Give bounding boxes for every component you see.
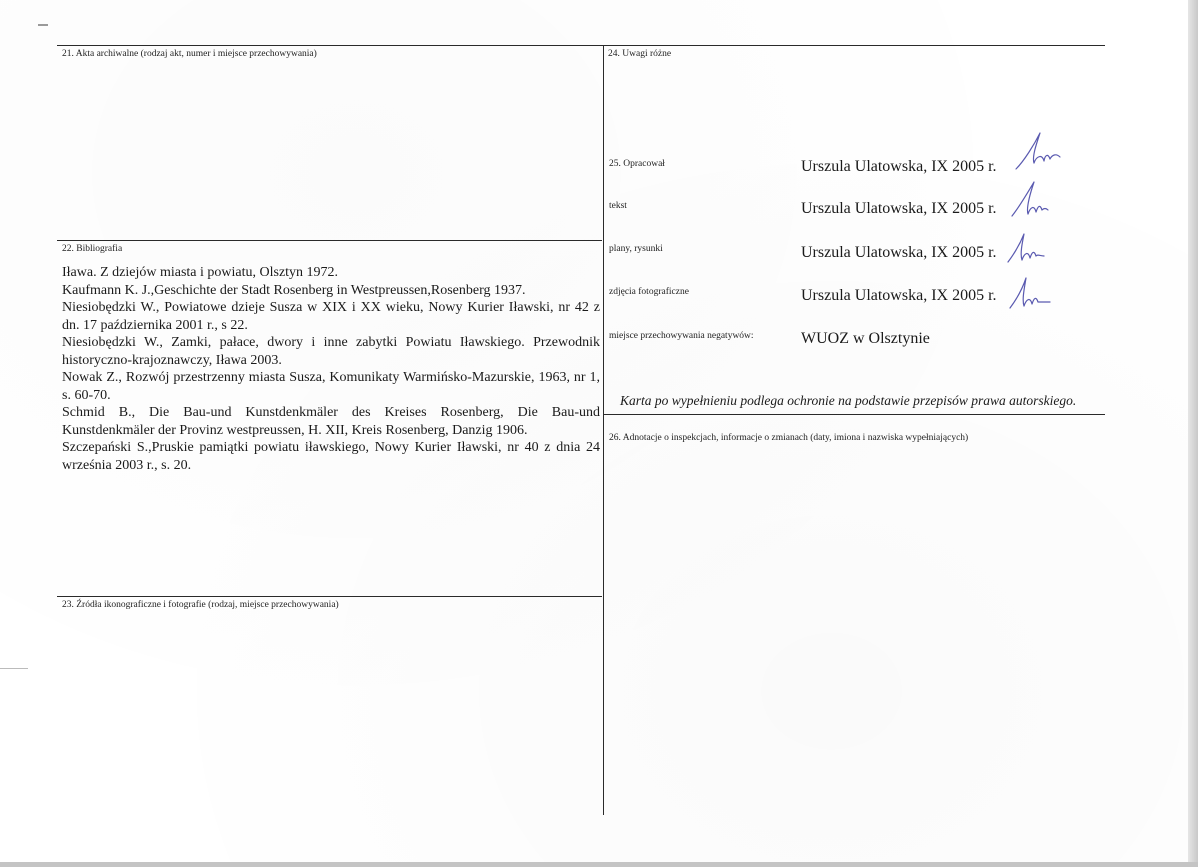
bibliography-entry: Szczepański S.,Pruskie pamiątki powiatu iławskiego, Nowy Kurier Iławski, nr 40 z dnia 24 września 2003 r., s. 20. (62, 440, 600, 473)
copyright-note: Karta po wypełnieniu podlega ochronie na podstawie przepisów prawa autorskiego. (620, 393, 1077, 408)
photographs-value: Urszula Ulatowska, IX 2005 r. (801, 287, 997, 304)
photographs-label: zdjęcia fotograficzne (609, 287, 689, 297)
text-author-label: tekst (609, 201, 627, 211)
bibliography-entry: Kaufmann K. J.,Geschichte der Stadt Rosenberg in Westpreussen,Rosenberg 1937. (62, 282, 526, 298)
scan-artifact-top-left (38, 24, 48, 26)
bibliography-label: 22. Bibliografia (62, 244, 123, 254)
signature-initials (1004, 226, 1052, 266)
bibliography-list (62, 264, 600, 474)
signature-initials (1014, 131, 1062, 171)
plans-drawings-label: plany, rysunki (609, 244, 663, 254)
signature-initials (1006, 272, 1054, 312)
bibliography-entry: Iława. Z dziejów miasta i powiatu, Olsztyn 1972. (62, 265, 339, 280)
sources-rule (57, 596, 602, 597)
scan-artifact-left (0, 668, 28, 669)
bibliography-entry: Nowak Z., Rozwój przestrzenny miasta Susza, Komunikaty Warmińsko-Mazurskie, 1963, nr 1, s. 60-70. (62, 370, 600, 403)
bibliography-entry: Schmid B., Die Bau-und Kunstdenkmäler des Kreises Rosenberg, Die Bau-und Kunstdenkmäler der Provinz westpreussen, H. XII, Kreis Rosenberg, Danzig 1906. (62, 405, 600, 438)
inspection-annotations-label: 26. Adnotacje o inspekcjach, informacje o zmianach (daty, imiona i nazwiska wypełniających) (609, 433, 969, 443)
text-author-value: Urszula Ulatowska, IX 2005 r. (801, 200, 997, 217)
archival-records-label: 21. Akta archiwalne (rodzaj akt, numer i miejsce przechowywania) (62, 49, 317, 59)
top-rule (57, 45, 1105, 46)
iconographic-sources-label: 23. Źródła ikonograficzne i fotografie (rodzaj, miejsce przechowywania) (62, 600, 339, 610)
negatives-storage-label: miejsce przechowywania negatywów: (609, 331, 754, 341)
bibliography-entry: Niesiobędzki W., Powiatowe dzieje Susza w XIX i XX wieku, Nowy Kurier Iławski, nr 42 z dn. 17 października 2001 r., s 22. (62, 300, 600, 333)
center-divider (603, 45, 604, 815)
prepared-by-value: Urszula Ulatowska, IX 2005 r. (801, 158, 997, 175)
bibliography-entry: Niesiobędzki W., Zamki, pałace, dwory i inne zabytki Powiatu Iławskiego. Przewodnik historyczno-krajoznawczy, Iława 2003. (62, 335, 600, 368)
scanner-edge-bottom (0, 862, 1198, 867)
annotations-rule (603, 414, 1105, 415)
various-remarks-label: 24. Uwagi różne (608, 49, 672, 59)
prepared-by-label: 25. Opracował (609, 159, 665, 169)
signature-initials (1008, 180, 1056, 220)
bibliography-rule (57, 240, 602, 241)
scanner-edge-right (1188, 0, 1198, 867)
plans-drawings-value: Urszula Ulatowska, IX 2005 r. (801, 244, 997, 261)
negatives-storage-value: WUOZ w Olsztynie (801, 330, 930, 347)
